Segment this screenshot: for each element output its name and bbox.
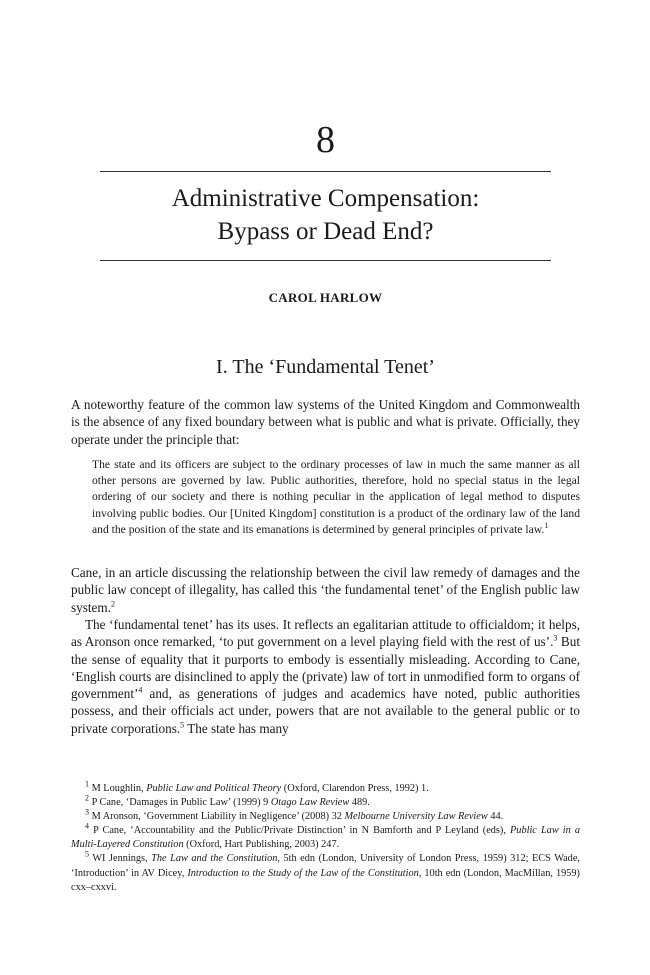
chapter-title [71, 182, 580, 248]
footnote-text: , 10th edn (London, MacMillan, 1959) cxx–cxxvi. [71, 867, 580, 893]
chapter-title-line-1: Administrative Compensation: [171, 185, 480, 212]
footnote-ref-3[interactable]: 3 [553, 633, 558, 643]
footnotes [71, 779, 580, 895]
footnote-number: 2 [85, 793, 89, 803]
footnote-number: 3 [85, 807, 89, 817]
paragraph-2 [71, 564, 580, 616]
paragraph-3-part-3: and, as generations of judges and academics have noted, public authorities possess, and their officials act under, powers that are not available to the general public or to private corporations. [71, 686, 580, 736]
footnote-title: Otago Law Review [270, 797, 350, 809]
paragraph-3-part-1: The ‘fundamental tenet’ has its uses. It reflects an egalitarian attitude to officialdom; it helps, as Aronson once remarked, ‘to put government on a level playing field with the rest of us’. [71, 617, 580, 650]
paragraph-3 [71, 616, 580, 737]
footnote-title: Public Law and Political Theory [146, 783, 282, 794]
footnote-text: , 5th edn (London, University of London Press, 1959) 312; ECS Wade, ‘Introduction’ in AV Dicey, [71, 853, 580, 879]
footnote [71, 821, 580, 852]
paragraph-3-part-2: But the sense of equality that it purports to embody is essentially misleading. According to Cane, ‘English courts are disinclined to apply the (private) law of tort in unmodified form to organs of government’ [71, 634, 580, 702]
footnote-text: M Loughlin, [91, 783, 147, 794]
paragraph-2-text: Cane, in an article discussing the relationship between the civil law remedy of damages and the public law concept of illegality, has called this ‘the fundamental tenet’ of the English public law system. [71, 565, 580, 615]
quote-text: The state and its officers are subject to the ordinary processes of law in much the same manner as all other persons are governed by law. Public authorities, therefore, hold no special status in the legal ordering of our society and there is nothing peculiar in the application of legal method to disputes involving public bodies. Our [United Kingdom] constitution is a product of the ordinary law of the land and the position of the state and its emanations is determined by general principles of private law. [92, 458, 580, 536]
footnote-text: WI Jennings, [92, 853, 152, 865]
footnote-text: 44. [487, 811, 504, 823]
author-name: CAROL HARLOW [268, 290, 383, 305]
footnote-text: P Cane, ‘Damages in Public Law’ (1999) 9 [91, 797, 271, 809]
footnote-number: 5 [85, 850, 89, 860]
footnote-title: The Law and the Constitution [151, 853, 278, 865]
footnote-number: 4 [85, 821, 89, 831]
footnote [71, 779, 580, 796]
title-rule-top [100, 171, 551, 172]
paragraph-1: A noteworthy feature of the common law systems of the United Kingdom and Commonwealth is the absence of any fixed boundary between what is public and what is private. Officially, they operate under the principle that: [71, 397, 580, 447]
block-quote [92, 457, 580, 538]
footnote-text: (Oxford, Clarendon Press, 1992) 1. [281, 783, 429, 794]
footnote-text: 489. [349, 797, 370, 809]
chapter-title-line-2: Bypass or Dead End? [217, 218, 434, 245]
chapter-number: 8 [316, 119, 335, 161]
title-rule-bottom [100, 260, 551, 261]
section-heading: I. The ‘Fundamental Tenet’ [216, 356, 435, 378]
footnote-ref-4[interactable]: 4 [138, 685, 143, 695]
footnote-text: (Oxford, Hart Publishing, 2003) 247. [183, 839, 340, 851]
footnote [71, 807, 580, 824]
footnote-title: Public Law in a Multi-Layered Constitution [71, 825, 580, 851]
footnote-ref-2[interactable]: 2 [110, 599, 115, 609]
footnote-text: M Aronson, ‘Government Liability in Negligence’ (2008) 32 [91, 811, 345, 823]
footnote [71, 852, 580, 894]
footnote-ref-5[interactable]: 5 [180, 720, 185, 730]
footnote [71, 793, 580, 810]
footnote-title: Introduction to the Study of the Law of the Constitution [187, 867, 419, 879]
footnote-number: 1 [85, 779, 89, 789]
footnote-text: P Cane, ‘Accountability and the Public/Private Distinction’ in N Bamforth and P Leyland (eds), [93, 825, 510, 837]
footnote-ref-1[interactable]: 1 [544, 520, 549, 530]
footnote-title: Melbourne University Law Review [344, 811, 488, 823]
paragraph-3-part-4: The state has many [184, 720, 289, 736]
